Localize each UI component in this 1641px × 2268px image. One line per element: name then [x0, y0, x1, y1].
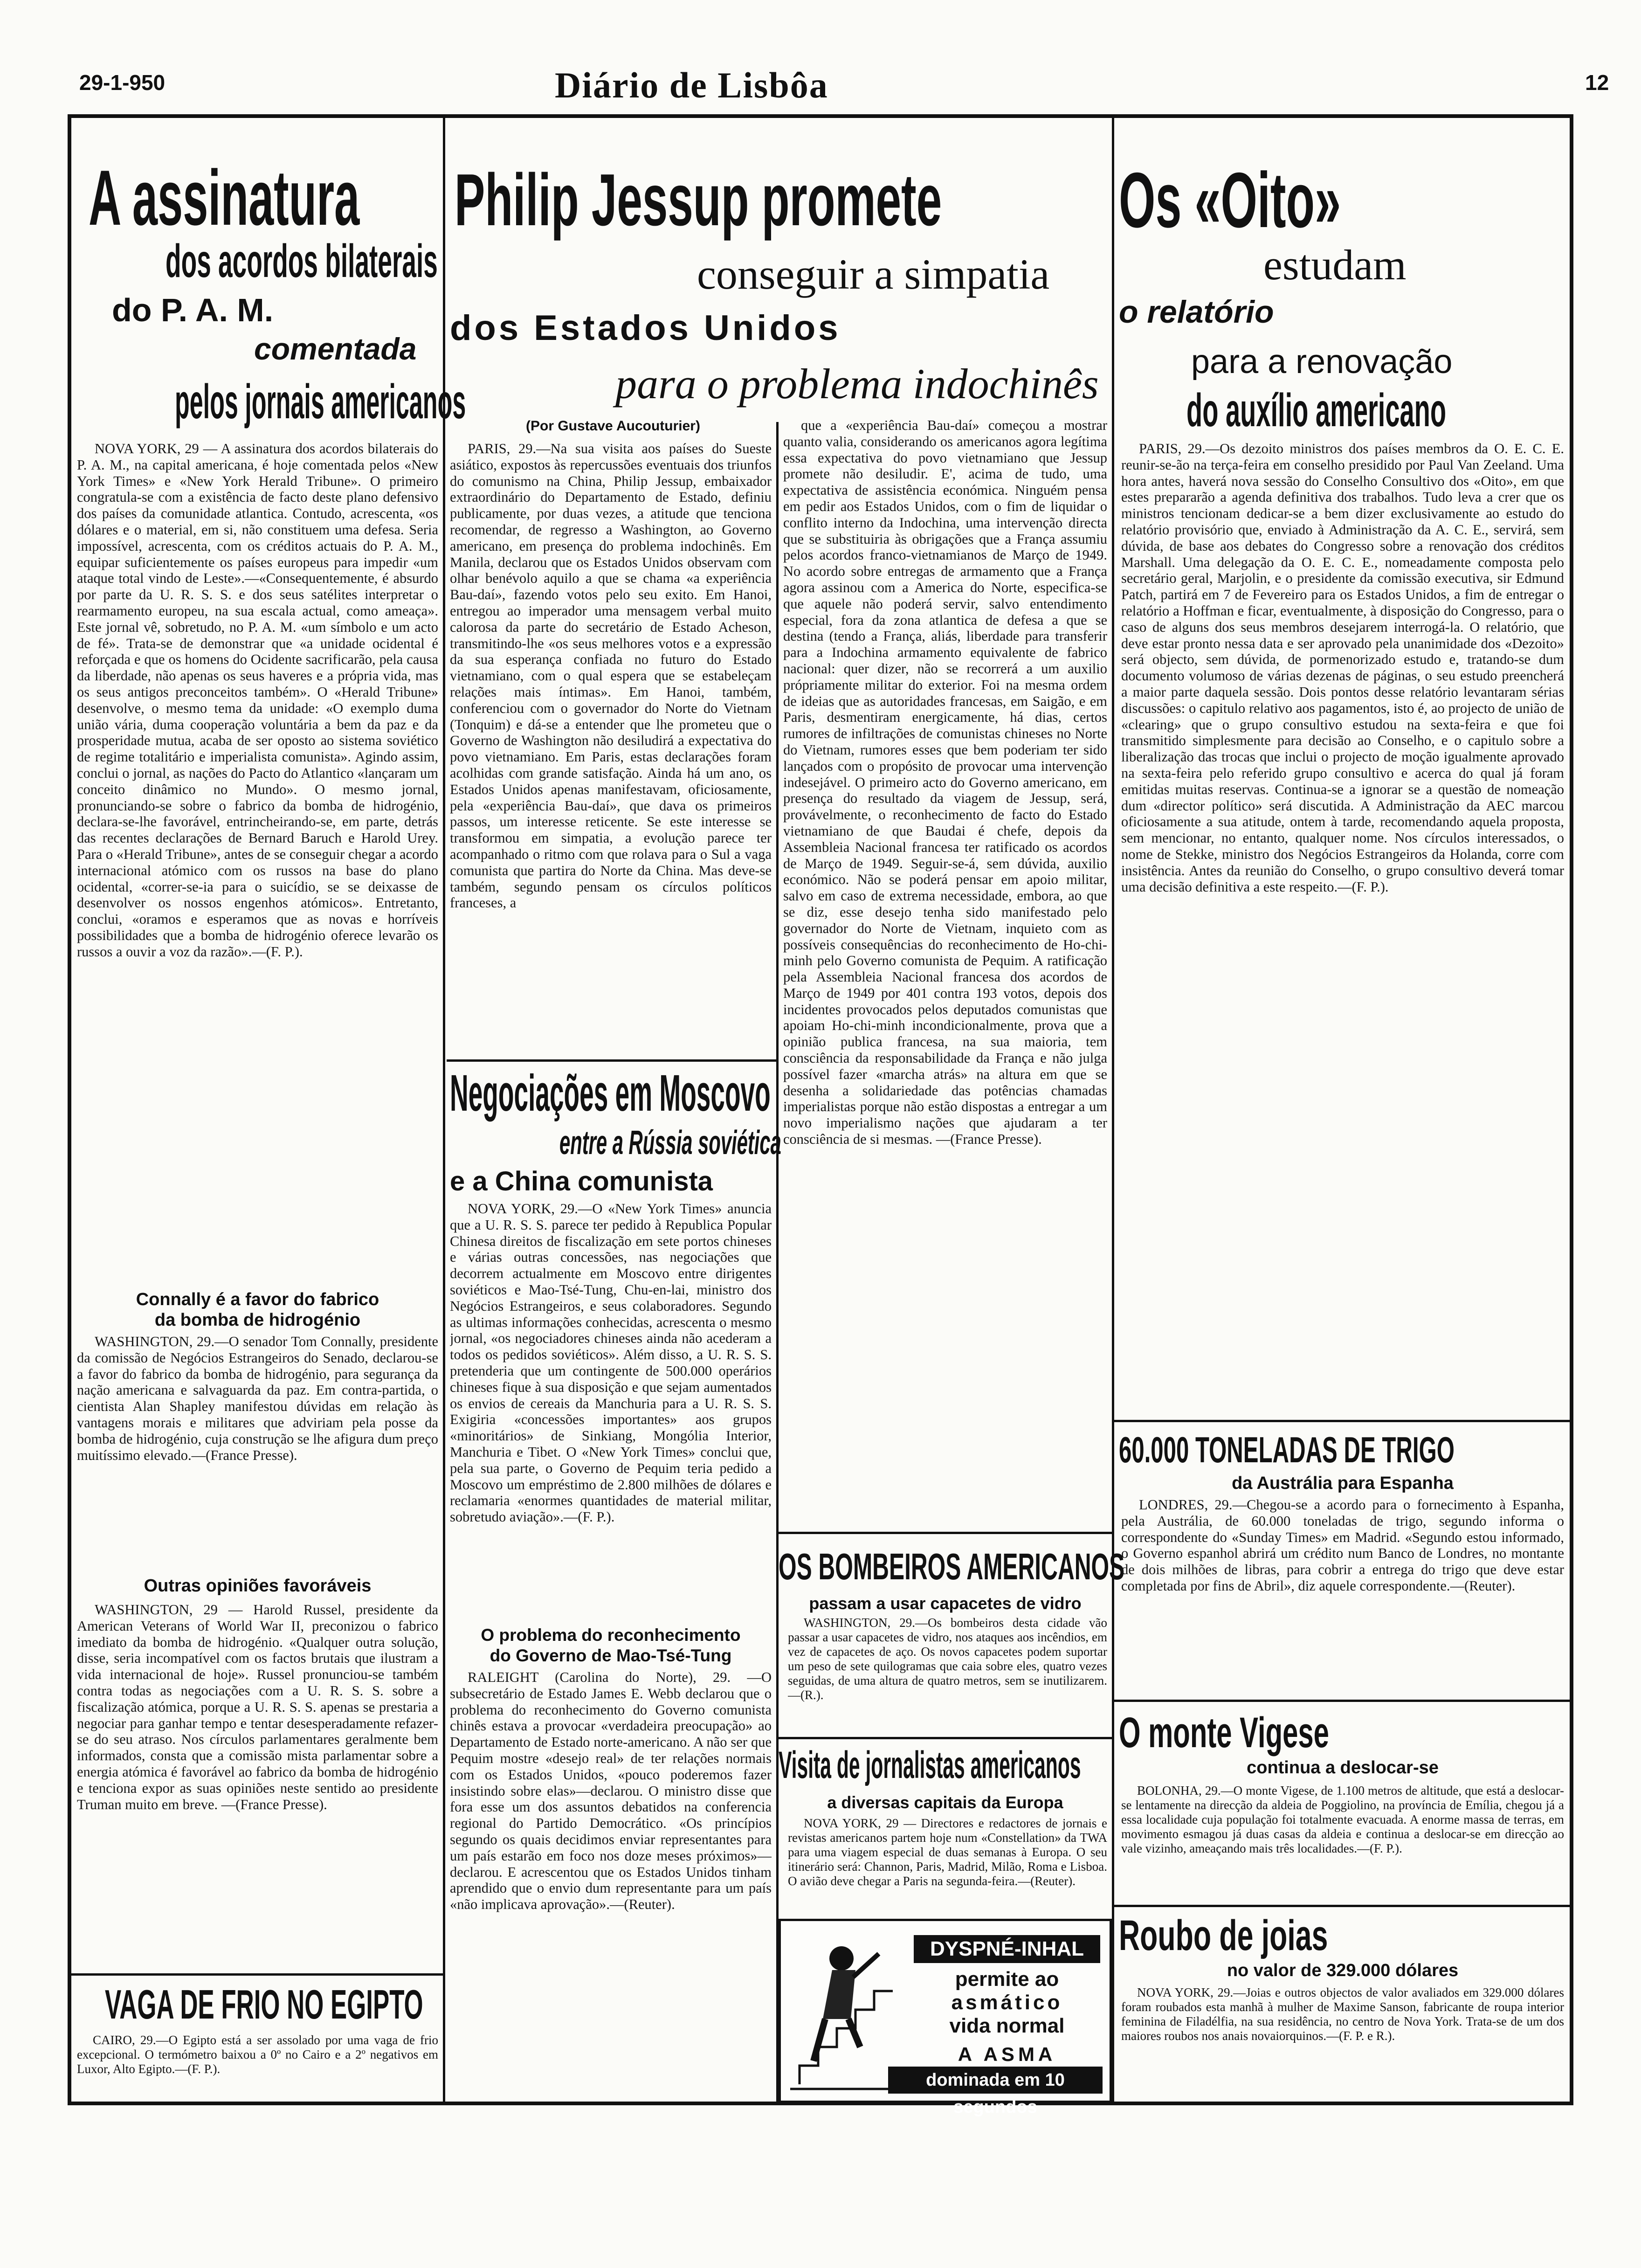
- visita-headline-1: Visita de jornalistas americanos: [779, 1744, 1081, 1786]
- outras-article-text: WASHINGTON, 29 — Harold Russel, presidente da American Veterans of World War II, preconizou o fabrico imediato da bomba de hidrogénio. «Qualquer outra solução, disse, seria incompatível com os factos brutais que ilustram a vida internacional de hoje». Russel pronunciou-se também contra todas as negociações com a U. R. S. S. sobre a fiscalização atómica, porque a U. R. S. S. apenas se prestaria a negociar para ganhar tempo e tentar desesperadamente refazer-se do seu atraso. Nos círculos parlamentares geralmente bem informados, consta que a comissão mista parlamentar sobre a energia atómica é favorável ao fabrico da bomba de hidrogénio e tenciona expor as suas opiniões neste sentido ao presidente Truman muito em breve. —(France Presse).: [77, 1602, 438, 1812]
- moscovo-headline-2: entre a Rússia soviética: [559, 1124, 781, 1162]
- bombeiros-top-rule: [779, 1532, 1112, 1534]
- jessup-headline-3: dos Estados Unidos: [450, 308, 841, 348]
- joias-article-body: [1121, 1985, 1564, 2100]
- reconhecimento-headline: [450, 1625, 772, 1666]
- vigese-article-text: BOLONHA, 29.—O monte Vigese, de 1.100 metros de altitude, que está a deslocar-se lentamente na direcção da aldeia de Poggiolino, na província de Emília, chegou já a essa localidade cuja população foi totalmente evacuada. A enorme massa de terras, em movimento esmagou já duas casas da aldeia e continua a deslocar-se em direcção ao vale vizinho, ameaçando mais três localidades.—(F. P.).: [1121, 1784, 1564, 1855]
- ad-illustration-icon: [786, 1926, 902, 2094]
- oito-headline-1: Os «Oito»: [1119, 156, 1341, 244]
- connally-headline: [77, 1289, 438, 1330]
- ad-line-3: vida normal: [949, 2014, 1065, 2037]
- bombeiros-article-body: [788, 1616, 1107, 1732]
- jessup-article-text-1: PARIS, 29.—Na sua visita aos países do Sueste asiático, expostos às repercussões eventuais dos triunfos do comunismo na China, Philip Jessup, embaixador extraordinário do Departamento de Estado, definiu publicamente, por duas vezes, a atitude que tenciona recomendar, de regresso a Washington, ao Governo americano, em presença do problema indochinês. Em Manila, declarou que os Estados Unidos observam com olhar benévolo aquilo a que se chama «a experiência Bau-daí», fazendo votos pelo seu exito. Em Hanoi, entregou ao imperador uma mensagem verbal muito calorosa da parte do secretário de Estado Acheson, transmitindo-lhe «os seus melhores votos e a expressão da sua esperança confiada no futuro do Estado vietnamiano, com o qual espera que se estabeleçam relações mais íntimas». Em Hanoi, também, conferenciou com o governador do Norte do Vietnam (Tonquim) e dá-se a entender que lhe prometeu que o Governo de Washington não desiludirá a expectativa do povo vietnamiano. Em Paris, estas declarações foram acolhidas com grande satisfação. Ainda há um ano, os Estados Unidos apenas manifestavam, oficiosamente, pela «experiência Bau-daí», que dava os primeiros passos, um interesse reticente. Se este interesse se transformou em simpatia, a evolução parece ter acompanhado o ritmo com que rolava para o Sul a vaga comunista que partira do Norte da China. Mas deve-se também, segundo pensam os círculos políticos franceses, a: [450, 441, 772, 911]
- frio-article-body: [77, 2033, 438, 2098]
- ad-line-5: dominada em 10 segundos: [888, 2067, 1103, 2094]
- pam-headline-1: A assinatura: [89, 154, 360, 242]
- trigo-top-rule: [1114, 1420, 1570, 1422]
- ad-line-4: A ASMA: [958, 2043, 1056, 2065]
- dyspne-inhal-advertisement: [779, 1919, 1112, 2117]
- trigo-headline-1: 60.000 TONELADAS DE TRIGO: [1119, 1429, 1455, 1470]
- oito-headline-5: do auxílio americano: [1186, 384, 1447, 436]
- visita-top-rule: [779, 1737, 1112, 1739]
- pam-headline-4: comentada: [254, 332, 417, 366]
- connally-headline-2: da bomba de hidrogénio: [154, 1310, 361, 1330]
- oito-headline-3: o relatório: [1119, 294, 1274, 330]
- jessup-byline: (Por Gustave Aucouturier): [526, 418, 700, 434]
- outras-article-body: [77, 1602, 438, 1972]
- moscovo-top-rule: [447, 1059, 776, 1062]
- jessup-article-text-2: que a «experiência Bau-daí» começou a mostrar quanto valia, considerando os americanos agora legítima essa expectativa do povo vietnamiano que Jessup promete não desiludir. E', acima de tudo, uma expectativa de assistência económica. Ninguém pensa em pedir aos Estados Unidos, com o fim de liquidar o conflito interno da Indochina, uma intervenção directa que se substituiria às obrigações que a França assumiu pelos acordos franco-vietnamianos de Março de 1949. No acordo sobre entregas de armamento que a França agora assinou com a America do Norte, especifica-se que aquele não poderá servir, salvo entendimento especial, fora da zona atlantica de defesa a que se destina (tendo a França, aliás, liberdade para transferir para a Indochina armamento equivalente de fabrico nacional: quer dizer, não se recorrerá a um auxilio própriamente militar do exterior. Foi na mesma ordem de ideias que as autoridades francesas, em Saigão, e em Paris, desmentiram energicamente, há dias, certos rumores de infiltrações de comunistas chineses no Norte do Vietnam, rumores esses que bem poderiam ter sido lançados com o propósito de provocar uma intervenção indesejável. O primeiro acto do Governo americano, em presença do resultado da viagem de Jessup, será, provávelmente, o reconhecimento de facto do Estado vietnamiano de que Baudai é chefe, depois da Assembleia Nacional francesa ter ratificado os acordos de Março de 1949. Seguir-se-á, sem dúvida, auxilio económico. Não se poderá pensar em apoio militar, salvo em caso de extrema necessidade, embora, ao que se diz, esse desejo tenha sido manifestado pelo governador do Norte de Vietnam, inquieto com as possíveis consequências do reconhecimento de Ho-chi-minh pelo Governo comunista de Pequim. A ratificação pela Assembleia Nacional francesa dos acordos de Março de 1949 por 401 contra 193 votos, depois dos incidentes provocados pelos deputados comunistas que apoiam Ho-chi-minh incondicionalmente, prova que a opinião publica francesa, na sua maioria, tem consciência da responsabilidade da França e não julga possível fazer «marcha atrás» na altura em que se desenha a solidariedade das potências chamadas imperialistas porque não estão dispostas a entregar a um novo imperialismo nações que ajudaram a ter consciência de si mesmas. —(France Presse).: [783, 417, 1107, 1148]
- bombeiros-article-text: WASHINGTON, 29.—Os bombeiros desta cidade vão passar a usar capacetes de vidro, nos ataques aos incêndios, em vez de capacetes de aço. Os novos capacetes podem suportar um peso de sete quilogramas que caia sobre eles, quatro vezes seguidas, de uma altura de quatro metros, sem se inutilizarem.—(R.).: [788, 1616, 1107, 1702]
- vigese-article-body: [1121, 1784, 1564, 1900]
- oito-article-text: PARIS, 29.—Os dezoito ministros dos países membros da O. E. C. E. reunir-se-ão na terça-feira em conselho presidido por Paul Van Zeeland. Uma hora antes, haverá nova sessão do Conselho Consultivo dos «Oito», em que estes prepararão a agenda definitiva dos trabalhos. Tudo leva a crer que os ministros tencionam dedicar-se a bem dizer exclusivamente ao estudo do relatório provisório que, enviado à Administração da A. C. E., servirá, sem dúvida, de base aos debates do Congresso sobre a renovação dos créditos Marshall. Uma delegação da O. E. C. E., nomeadamente composta pelo secretário geral, Marjolin, e o presidente da comissão executiva, sir Edmund Patch, partirá em 7 de Fevereiro para os Estados Unidos, a fim de entregar o relatório a Hoffman e ficar, eventualmente, à disposição do Congresso, para o caso de alguns dos seus membros desejarem interrogá-la. O relatório, que deve estar pronto nessa data e ser aprovado pela unanimidade dos «Dezoito» será objecto, sem dúvida, de pormenorizado estudo e, tratando-se dum documento volumoso de várias dezenas de páginas, o seu estudo preencherá a maior parte daquela sessão. Dois pontos desse relatório levantaram sérias discussões: o capitulo relativo aos pagamentos, isto é, ao projecto de união de «clearing» que o grupo consultivo estudou na sexta-feira e que foi transmitido simplesmente para decisão ao Conselho, e o capitulo sobre a liberalização das trocas que inclui o projecto de moção igualmente aprovado na sexta-feira pelo referido grupo consultivo e acerca do qual já foram emitidas muitas reservas. Continua-se a ignorar se a questão de nomeação dum «director político» será discutida. A Administração da AEC marcou oficiosamente a sua atitude, ontem à tarde, recomendando aquela proposta, sem mencionar, no entanto, qualquer nome. Nos círculos interessados, o nome de Stekke, ministro dos Negócios Estrangeiros da Holanda, corre com insistência. Antes da reunião do Conselho, o grupo consultivo deverá tomar uma decisão definitiva a este respeito.—(F. P.).: [1121, 441, 1564, 895]
- moscovo-article-text: NOVA YORK, 29.—O «New York Times» anuncia que a U. R. S. S. parece ter pedido à Republica Popular Chinesa direitos de fiscalização em sete portos chineses e várias outras concessões, nas negociações que decorrem actualmente em Moscovo entre dirigentes soviéticos e Mao-Tsé-Tung, Chu-en-lai, ministro dos Negócios Estrangeiros, e seus colaboradores. Segundo as ultimas informações conhecidas, acrescenta o mesmo jornal, «os negociadores chineses ainda não acederam a todos os pedidos soviéticos». Além disso, a U. R. S. S. pretenderia que um contingente de 500.000 operários chineses fique à sua disposição e que sejam aumentados os envios de cereais da Manchuria para a U. R. S. S. Exigiria «concessões importantes» aos grupos «minoritários» de Sinkiang, Mongólia Interior, Manchuria e Tibet. O «New York Times» conclui que, pela sua parte, o Governo de Pequim teria pedido a Moscovo um empréstimo de 2.800 milhões de dólares e reclamaria «enormes quantidades de material militar, sobretudo aviação».—(F. P.).: [450, 1201, 772, 1525]
- pam-headline-3: do P. A. M.: [112, 292, 274, 328]
- reconhecimento-article-text: RALEIGHT (Carolina do Norte), 29. —O subsecretário de Estado James E. Webb declarou que o problema do reconhecimento do Governo comunista chinês estava a provocar «verdadeira preocupação» ao Departamento de Estado norte-americano. A não ser que Pequim mostre «desejo real» de ter relações normais com os Estados Unidos, «pouco poderemos fazer insistindo sobre elas»—declarou. O ministro disse que fora esse um dos assuntos debatidos na conferencia regional do Partido Democrático. «Os princípios segundo os quais decidimos enviar representantes para um país estarão em foco nos doze meses próximos»—declarou. E acrescentou que os Estados Unidos tinham aprendido que o envio dum representante para um país «não implicava aprovação».—(Reuter).: [450, 1669, 772, 1913]
- reconhecimento-headline-2: do Governo de Mao-Tsé-Tung: [490, 1646, 732, 1665]
- moscovo-headline-1: Negociações em Moscovo: [450, 1065, 771, 1122]
- frio-article-text: CAIRO, 29.—O Egipto está a ser assolado por uma vaga de frio excepcional. O termómetro baixou a 0º no Cairo e a 2º negativos em Luxor, Alto Egipto.—(F. P.).: [77, 2033, 438, 2076]
- column-rule-2: [1112, 118, 1114, 2102]
- visita-article-body: [788, 1816, 1107, 1916]
- oito-headline-2: estudam: [1263, 241, 1407, 289]
- connally-article-text: WASHINGTON, 29.—O senador Tom Connally, presidente da comissão de Negócios Estrangeiros do Senado, declarou-se a favor do fabrico da bomba de hidrogénio, para segurança da nação americana e salvaguarda da paz. Em contra-partida, o cientista Alan Shapley manifestou dúvidas em relação às vantagens morais e militares que adviriam pela posse da bomba de hidrogénio, cuja construção se lhe afigura dum preço muitíssimo elevado.—(France Presse).: [77, 1334, 438, 1463]
- reconhecimento-headline-1: O problema do reconhecimento: [481, 1625, 741, 1645]
- visita-article-text: NOVA YORK, 29 — Directores e redactores de jornais e revistas americanos partem hoje num «Constellation» da TWA para uma viagem especial de duas semanas à Europa. O seu itinerário será: Channon, Paris, Madrid, Milão, Roma e Lisboa. O avião deve chegar a Paris na segunda-feira.—(Reuter).: [788, 1816, 1107, 1888]
- outras-headline: Outras opiniões favoráveis: [144, 1576, 372, 1596]
- page-number: 12: [1585, 70, 1609, 95]
- reconhecimento-article-body: [450, 1669, 772, 2098]
- vigese-headline-2: continua a deslocar-se: [1247, 1758, 1439, 1777]
- frio-top-rule: [71, 1973, 443, 1976]
- trigo-article-text: LONDRES, 29.—Chegou-se a acordo para o fornecimento à Espanha, pela Austrália, de 60.000 toneladas de trigo, segundo informa o correspondente do «Sunday Times» em Madrid. «Segundo estou informado, o Governo espanhol abrirá um crédito num Banco de Londres, no montante de dois milhões de libras, para cobrir a entrega do trigo que deve estar completada por fins de Abril», diz aquele correspondente.—(Reuter).: [1121, 1497, 1564, 1594]
- trigo-article-body: [1121, 1497, 1564, 1697]
- moscovo-headline-3: e a China comunista: [450, 1166, 713, 1196]
- frame-left-rule: [68, 114, 71, 2105]
- joias-article-text: NOVA YORK, 29.—Joias e outros objectos de valor avaliados em 329.000 dólares foram roubados esta manhã à mulher de Maxime Sanson, fabricante de roupa interior feminina de Filadélfia, na sua residência, no centro de Nova York. Trata-se de um dos maiores roubos nos anais novaiorquinos.—(F. P. e R.).: [1121, 1985, 1564, 2043]
- pam-article-text: NOVA YORK, 29 — A assinatura dos acordos bilaterais do P. A. M., na capital americana, é hoje comentada pelos «New York Times» e «New York Herald Tribune». O primeiro congratula-se com a existência de facto deste plano defensivo dos países da comunidade atlantica. Contudo, acrescenta, «os dólares e o material, em si, não constituem uma defesa. Seria impossível, acrescenta, com os créditos actuais do P. A. M., equipar suficientemente os países europeus para impedir «um ataque total vindo de Leste».—«Consequentemente, é absurdo por parte da U. R. S. S. e dos seus satélites interpretar o rearmamento europeu, na sua escala actual, como ameaça». Este jornal vê, sobretudo, no P. A. M. «um símbolo e um acto de fé». Trata-se de demonstrar que «a unidade ocidental é reforçada e que os homens do Ocidente sacrificarão, pela causa da liberdade, não apenas os seus haveres e a própria vida, mas os seus antigos preconceitos também». O «Herald Tribune» desenvolve, o mesmo tema da unidade: «O exemplo duma união vária, duma cooperação voluntária a bem da paz e da prosperidade mutua, acaba de ser oposto ao sistema soviético de regime totalitário e imperialista comunista». Agindo assim, conclui o jornal, as nações do Pacto do Atlantico «lançaram um conceito dinâmico no Mundo». O mesmo jornal, pronunciando-se sobre o fabrico da bomba de hidrogénio, declara-se-lhe favorável, entrincheirando-se, em parte, detrás das recentes declarações de Bernard Baruch e Harold Urey. Para o «Herald Tribune», antes de se conseguir chegar a acordo internacional atómico com os russos na base do plano ocidental, «correr-se-ia para o suicídio, se se deixasse de desenvolver os nossos engenhos atómicos». Entretanto, conclui, «oramos e esperamos que as novas e horríveis possibilidades que a bomba de hidrogénio oferece levarão os russos a ouvir a voz da razão».—(F. P.).: [77, 441, 438, 960]
- visita-headline-2: a diversas capitais da Europa: [827, 1793, 1063, 1812]
- issue-date: 29-1-950: [79, 70, 165, 95]
- jessup-article-col1: [450, 441, 772, 1058]
- jessup-headline-1: Philip Jessup promete: [455, 159, 942, 241]
- jessup-headline-4: para o problema indochinês: [615, 360, 1099, 408]
- bombeiros-headline-1: OS BOMBEIROS AMERICANOS: [779, 1546, 1125, 1587]
- column-rule-3: [776, 422, 779, 2102]
- pam-headline-2: dos acordos bilaterais: [165, 235, 438, 287]
- frame-right-rule: [1570, 114, 1573, 2105]
- frame-top-rule: [68, 114, 1573, 118]
- joias-headline-2: no valor de 329.000 dólares: [1227, 1961, 1459, 1980]
- connally-article-body: [77, 1334, 438, 1571]
- ad-line-1: permite ao: [955, 1968, 1059, 1991]
- frio-headline: VAGA DE FRIO NO EGIPTO: [105, 1981, 423, 2027]
- newspaper-masthead: Diário de Lisbôa: [555, 65, 828, 105]
- jessup-article-col2: [783, 417, 1107, 1485]
- jessup-headline-2: conseguir a simpatia: [697, 250, 1050, 298]
- pam-article-body: [77, 441, 438, 1289]
- moscovo-article-body: [450, 1201, 772, 1625]
- oito-article-body: [1121, 441, 1564, 1418]
- pam-headline-5: pelos jornais americanos: [175, 375, 466, 429]
- connally-headline-1: Connally é a favor do fabrico: [136, 1290, 379, 1309]
- trigo-headline-2: da Austrália para Espanha: [1232, 1473, 1454, 1493]
- oito-headline-4: para a renovação: [1191, 343, 1453, 380]
- joias-top-rule: [1114, 1905, 1570, 1907]
- bombeiros-headline-2: passam a usar capacetes de vidro: [809, 1594, 1082, 1613]
- joias-headline-1: Roubo de joias: [1119, 1912, 1328, 1959]
- vigese-headline-1: O monte Vigese: [1119, 1709, 1329, 1756]
- vigese-top-rule: [1114, 1700, 1570, 1702]
- ad-brand: DYSPNÉ-INHAL: [914, 1935, 1100, 1963]
- ad-line-2: asmático: [951, 1991, 1063, 2014]
